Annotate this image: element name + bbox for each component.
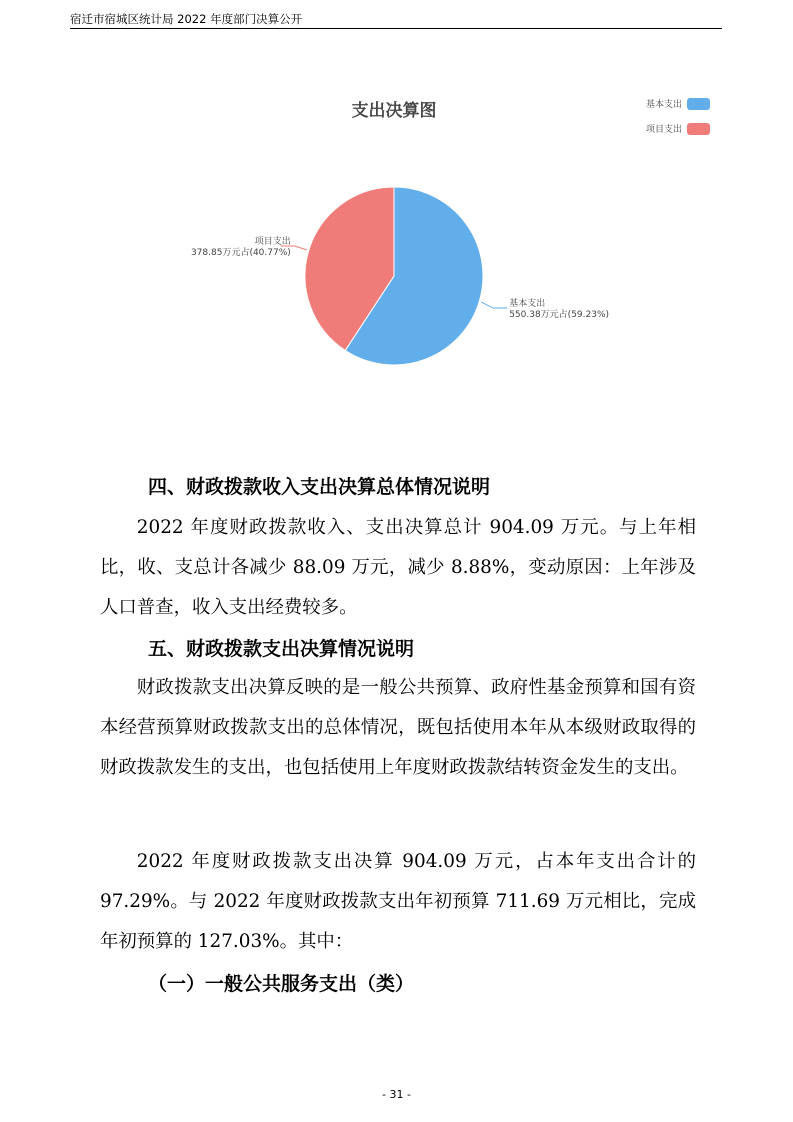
section-5-paragraph-1: 财政拨款支出决算反映的是一般公共预算、政府性基金预算和国有资本经营预算财政拨款支出的总体情况，既包括使用本年从本级财政取得的财政拨款发生的支出，也包括使用上年度财政拨款结转资金发生的支出。 xyxy=(100,677,696,778)
legend-swatch-0 xyxy=(687,98,710,110)
slice-label-name-1: 项目支出 xyxy=(254,236,291,247)
section-5-paragraph-2: 2022 年度财政拨款支出决算 904.09 万元，占本年支出合计的 97.29%。与 2022 年度财政拨款支出年初预算 711.69 万元相比，完成年初预算的 127.03%。其中： xyxy=(100,851,696,952)
slice-label-value-0: 550.38万元占(59.23%) xyxy=(509,310,610,321)
section-4-heading: 四、财政拨款收入支出决算总体情况说明 xyxy=(148,476,491,498)
slice-label-value-1: 378.85万元占(40.77%) xyxy=(190,247,291,258)
page-header: 宿迁市宿城区统计局 2022 年度部门决算公开 xyxy=(70,10,722,29)
chart-legend xyxy=(646,98,710,135)
pie-slices xyxy=(305,187,483,365)
subsection-1-heading: （一）一般公共服务支出（类） xyxy=(148,973,415,995)
slice-label-name-0: 基本支出 xyxy=(509,299,546,310)
chart-title: 支出决算图 xyxy=(351,101,437,121)
page-number: - 31 - xyxy=(382,1088,411,1101)
legend-label-0: 基本支出 xyxy=(645,100,682,110)
slice-label-line-0 xyxy=(481,302,507,308)
section-5-heading: 五、财政拨款支出决算情况说明 xyxy=(148,638,415,660)
legend-swatch-1 xyxy=(687,123,710,135)
expenditure-pie-chart xyxy=(0,0,793,440)
section-4-paragraph-1: 2022 年度财政拨款收入、支出决算总计 904.09 万元。与上年相比，收、支总计各减少 88.09 万元，减少 8.88%，变动原因：上年涉及人口普查，收入支出经费较多。 xyxy=(100,517,696,618)
legend-label-1: 项目支出 xyxy=(645,125,682,135)
